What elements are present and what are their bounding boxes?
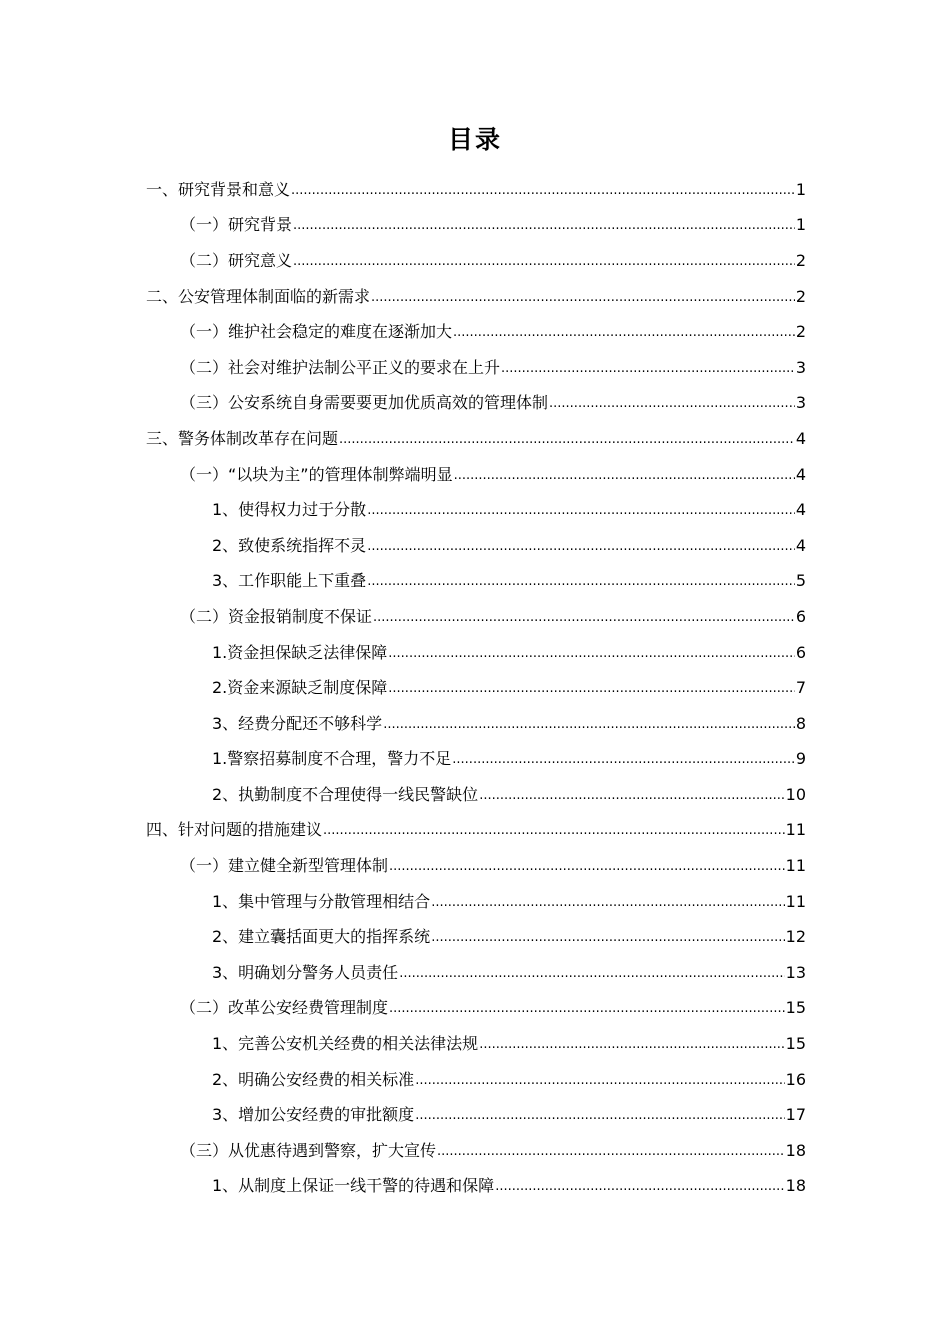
toc-dot-leader	[479, 785, 784, 805]
toc-entry-text: 二、公安管理体制面临的新需求	[146, 286, 371, 306]
toc-dot-leader	[383, 714, 795, 734]
toc-entry-text: 1、使得权力过于分散	[212, 500, 367, 520]
toc-entry[interactable]	[0, 599, 950, 635]
toc-page-number: 4	[795, 500, 806, 520]
toc-dot-leader	[415, 1105, 784, 1125]
toc-entry-text: 三、警务体制改革存在问题	[146, 428, 339, 448]
toc-dot-leader	[371, 287, 795, 307]
toc-page-number: 7	[795, 678, 806, 698]
toc-title: 目录	[447, 125, 502, 154]
toc-entry[interactable]	[0, 492, 950, 528]
toc-entry[interactable]	[0, 991, 950, 1027]
toc-page-number: 15	[785, 998, 806, 1018]
toc-page-number: 10	[785, 784, 806, 804]
toc-page-number: 1	[795, 215, 806, 235]
toc-dot-leader	[501, 358, 795, 378]
toc-entry[interactable]	[0, 1062, 950, 1098]
toc-page-number: 18	[785, 1176, 806, 1196]
toc-entry[interactable]	[0, 777, 950, 813]
toc-dot-leader	[293, 215, 795, 235]
toc-entry-text: 3、工作职能上下重叠	[212, 571, 367, 591]
toc-entry[interactable]	[0, 350, 950, 386]
toc-entry-text: （一）“以块为主”的管理体制弊端明显	[180, 464, 453, 484]
toc-page-number: 6	[795, 642, 806, 662]
toc-entry-text: （二）资金报销制度不保证	[180, 606, 373, 626]
toc-entry[interactable]	[0, 564, 950, 600]
toc-entry-text: 1.资金担保缺乏法律保障	[212, 642, 388, 662]
toc-entry[interactable]	[0, 386, 950, 422]
toc-page-number: 2	[795, 286, 806, 306]
toc-entry-text: 1、集中管理与分散管理相结合	[212, 891, 431, 911]
toc-dot-leader	[293, 251, 795, 271]
toc-page-number: 15	[785, 1034, 806, 1054]
toc-entry[interactable]	[0, 635, 950, 671]
toc-dot-leader	[454, 465, 795, 485]
toc-entry-text: 3、增加公安经费的审批额度	[212, 1105, 415, 1125]
toc-dot-leader	[479, 1034, 784, 1054]
toc-entry-text: （二）研究意义	[180, 250, 293, 270]
toc-dot-leader	[323, 820, 785, 840]
toc-entry-text: 3、明确划分警务人员责任	[212, 962, 399, 982]
toc-dot-leader	[367, 500, 795, 520]
toc-entry-text: （三）从优惠待遇到警察，扩大宣传	[180, 1140, 437, 1160]
toc-page-number: 6	[795, 606, 806, 626]
toc-page-number: 8	[795, 713, 806, 733]
toc-page-number: 17	[785, 1105, 806, 1125]
toc-entry[interactable]	[0, 706, 950, 742]
toc-dot-leader	[399, 963, 784, 983]
toc-entry-text: 1.警察招募制度不合理，警力不足	[212, 749, 452, 769]
toc-page-number: 4	[795, 428, 806, 448]
toc-dot-leader	[389, 998, 785, 1018]
toc-entry-text: （一）维护社会稳定的难度在逐渐加大	[180, 322, 453, 342]
toc-entry-text: （一）研究背景	[180, 215, 293, 235]
toc-entry[interactable]	[0, 884, 950, 920]
toc-entry-text: 2、执勤制度不合理使得一线民警缺位	[212, 784, 479, 804]
toc-entry-text: 3、经费分配还不够科学	[212, 713, 383, 733]
toc-page-number: 11	[785, 891, 806, 911]
toc-entry-text: 四、针对问题的措施建议	[146, 820, 323, 840]
toc-dot-leader	[549, 393, 795, 413]
toc-page-number: 2	[795, 250, 806, 270]
toc-dot-leader	[388, 643, 795, 663]
toc-dot-leader	[339, 429, 795, 449]
toc-page-number: 12	[785, 927, 806, 947]
toc-dot-leader	[389, 856, 785, 876]
toc-entry[interactable]	[0, 457, 950, 493]
toc-page-number: 3	[795, 357, 806, 377]
toc-entry-text: （二）改革公安经费管理制度	[180, 998, 389, 1018]
toc-page-number: 9	[795, 749, 806, 769]
toc-dot-leader	[388, 678, 795, 698]
toc-page-number: 16	[785, 1069, 806, 1089]
toc-entry[interactable]	[0, 1169, 950, 1205]
toc-dot-leader	[367, 571, 795, 591]
toc-page-number: 3	[795, 393, 806, 413]
toc-entry[interactable]	[0, 172, 950, 208]
toc-list	[0, 172, 950, 1204]
toc-entry[interactable]	[0, 813, 950, 849]
toc-entry[interactable]	[0, 1133, 950, 1169]
toc-entry-text: 2、建立囊括面更大的指挥系统	[212, 927, 431, 947]
toc-dot-leader	[373, 607, 795, 627]
toc-entry-text: 2、致使系统指挥不灵	[212, 535, 367, 555]
toc-entry[interactable]	[0, 742, 950, 778]
toc-entry[interactable]	[0, 955, 950, 991]
toc-entry[interactable]	[0, 421, 950, 457]
toc-entry-text: 2、明确公安经费的相关标准	[212, 1069, 415, 1089]
toc-entry-text: （二）社会对维护法制公平正义的要求在上升	[180, 357, 501, 377]
toc-dot-leader	[452, 749, 795, 769]
toc-page-number: 11	[785, 856, 806, 876]
toc-entry-text: 2.资金来源缺乏制度保障	[212, 678, 388, 698]
toc-entry-text: 1、完善公安机关经费的相关法律法规	[212, 1034, 479, 1054]
toc-dot-leader	[367, 536, 795, 556]
toc-page-number: 4	[795, 535, 806, 555]
toc-entry-text: 1、从制度上保证一线干警的待遇和保障	[212, 1176, 495, 1196]
toc-page-number: 4	[795, 464, 806, 484]
toc-page-number: 18	[785, 1140, 806, 1160]
toc-entry[interactable]	[0, 528, 950, 564]
toc-dot-leader	[453, 322, 795, 342]
toc-page-number: 1	[795, 179, 806, 199]
toc-page-number: 11	[785, 820, 806, 840]
toc-entry[interactable]	[0, 1097, 950, 1133]
toc-entry[interactable]	[0, 848, 950, 884]
toc-entry[interactable]	[0, 670, 950, 706]
toc-entry[interactable]	[0, 919, 950, 955]
toc-dot-leader	[291, 180, 795, 200]
toc-entry[interactable]	[0, 314, 950, 350]
toc-dot-leader	[495, 1176, 784, 1196]
toc-entry[interactable]	[0, 243, 950, 279]
toc-entry[interactable]	[0, 1026, 950, 1062]
toc-dot-leader	[415, 1070, 784, 1090]
toc-page-number: 2	[795, 322, 806, 342]
toc-dot-leader	[437, 1141, 785, 1161]
toc-entry[interactable]	[0, 279, 950, 315]
toc-entry-text: （三）公安系统自身需要要更加优质高效的管理体制	[180, 393, 549, 413]
toc-page-number: 5	[795, 571, 806, 591]
toc-dot-leader	[431, 927, 784, 947]
toc-entry-text: 一、研究背景和意义	[146, 179, 291, 199]
toc-entry-text: （一）建立健全新型管理体制	[180, 856, 389, 876]
toc-page-number: 13	[785, 962, 806, 982]
toc-entry[interactable]	[0, 208, 950, 244]
toc-dot-leader	[431, 892, 784, 912]
